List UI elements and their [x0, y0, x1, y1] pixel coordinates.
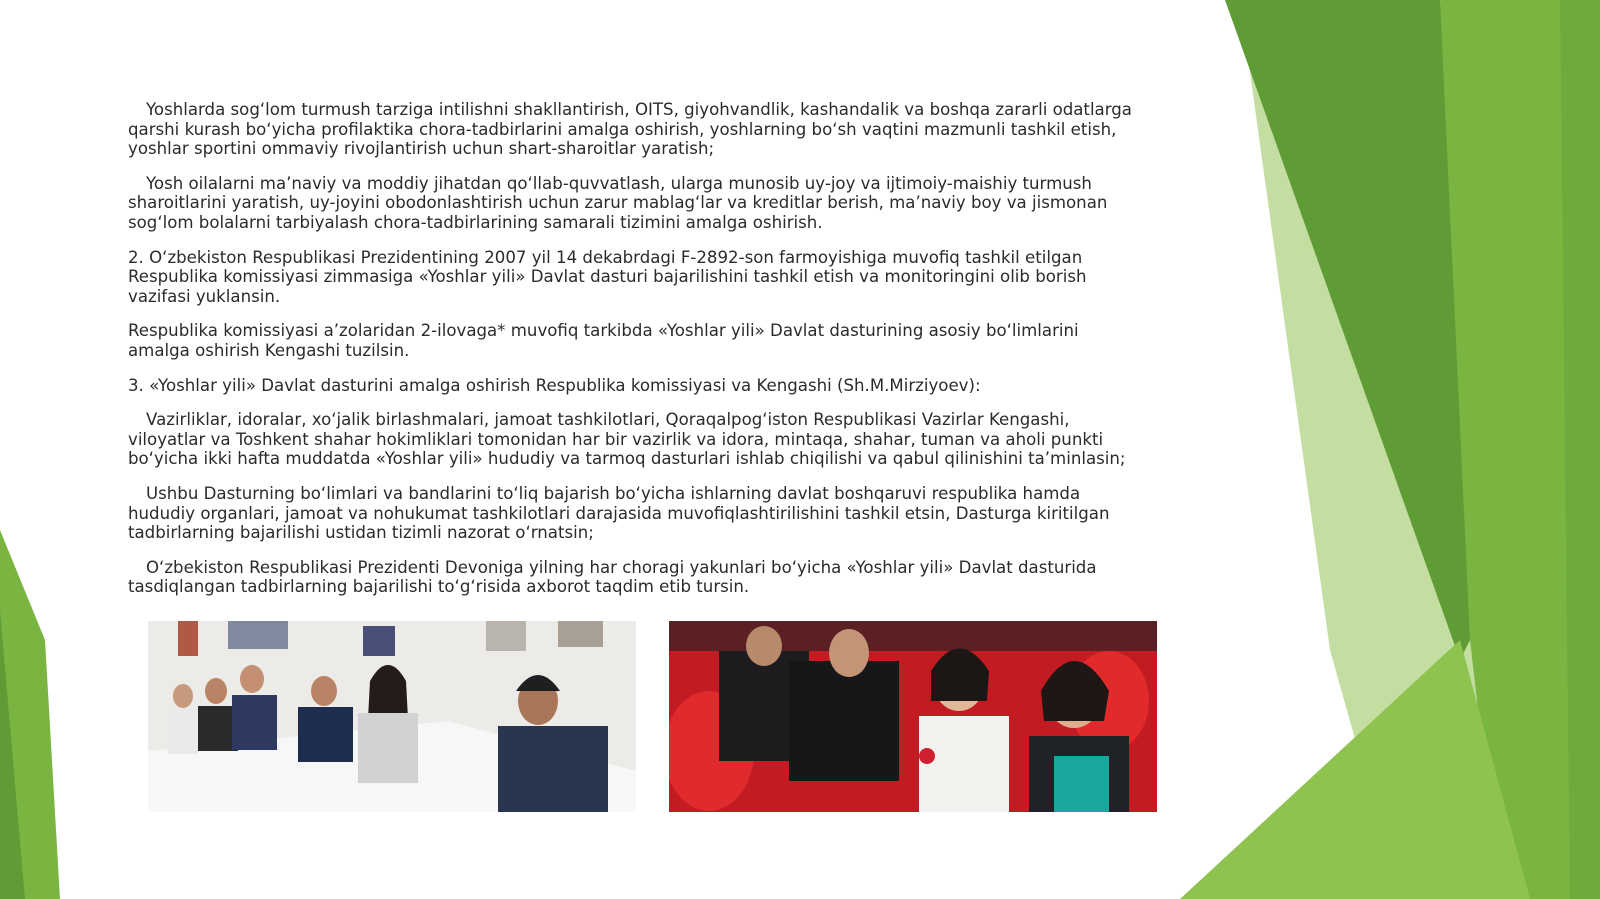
paragraph-5: 3. «Yoshlar yili» Davlat dasturini amalga oshirish Respublika komissiyasi va Kengashi (Sh.M.Mirziyoev):	[128, 375, 981, 395]
photo-meeting	[148, 621, 636, 812]
paragraph-6: Vazirliklar, idoralar, xo‘jalik birlashmalari, jamoat tashkilotlari, Qoraqalpog‘iston Respublikasi Vazirlar Kengashi, viloyatlar va Toshkent shahar hokimliklari tomonidan har bir vazirlik va idora, mintaqa, shahar, tuman va aholi punkti bo‘yicha ikki hafta muddatda «Yoshlar yili» hududiy va tarmoq dasturlari ishlab chiqilishi va qabul qilinishini ta’minlasin;	[128, 410, 1126, 469]
document-body	[128, 100, 1138, 612]
paragraph-7: Ushbu Dasturning bo‘limlari va bandlarini to‘liq bajarish bo‘yicha ishlarning davlat boshqaruvi respublika hamda hududiy organlari, jamoat va nohukumat tashkilotlari darajasida muvofiqlashtirilishini tashkil etsin, Dasturga kiritilgan tadbirlarning bajarilishi ustidan tizimli nazorat o‘rnatsin;	[128, 483, 1110, 543]
paragraph-3: 2. O‘zbekiston Respublikasi Prezidentining 2007 yil 14 dekabrdagi F-2892-son farmoyishiga muvofiq tashkil etilgan Respublika komissiyasi zimmasiga «Yoshlar yili» Davlat dasturi bajarilishini tashkil etish va monitoringini olib borish vazifasi yuklansin.	[128, 247, 1087, 306]
paragraph-4: Respublika komissiyasi a’zolaridan 2-ilovaga* muvofiq tarkibda «Yoshlar yili» Davlat dasturining asosiy bo‘limlarini amalga oshirish Kengashi tuzilsin.	[128, 321, 1079, 360]
paragraph-8: O‘zbekiston Respublikasi Prezidenti Devoniga yilning har choragi yakunlari bo‘yicha «Yoshlar yili» Davlat dasturida tasdiqlangan tadbirlarning bajarilishi to‘g‘risida axborot taqdim etib tursin.	[128, 557, 1097, 597]
photo-audience	[669, 621, 1157, 812]
paragraph-2: Yosh oilalarni ma’naviy va moddiy jihatdan qo‘llab-quvvatlash, ularga munosib uy-joy va ijtimoiy-maishiy turmush sharoitlarini yaratish, uy-joyini obodonlashtirish uchun zarur mablag‘lar va kreditlar berish, ma’naviy boy va jismonan sog‘lom bolalarni tarbiyalash chora-tadbirlarining samarali tizimini amalga oshirish.	[128, 173, 1108, 232]
paragraph-1: Yoshlarda sog‘lom turmush tarziga intilishni shakllantirish, OITS, giyohvandlik, kashandalik va boshqa zararli odatlarga qarshi kurash bo‘yicha profilaktika chora-tadbirlarini amalga oshirish, yoshlarning bo‘sh vaqtini mazmunli tashkil etish, yoshlar sportini ommaviy rivojlantirish uchun shart-sharoitlar yaratish;	[128, 100, 1132, 159]
